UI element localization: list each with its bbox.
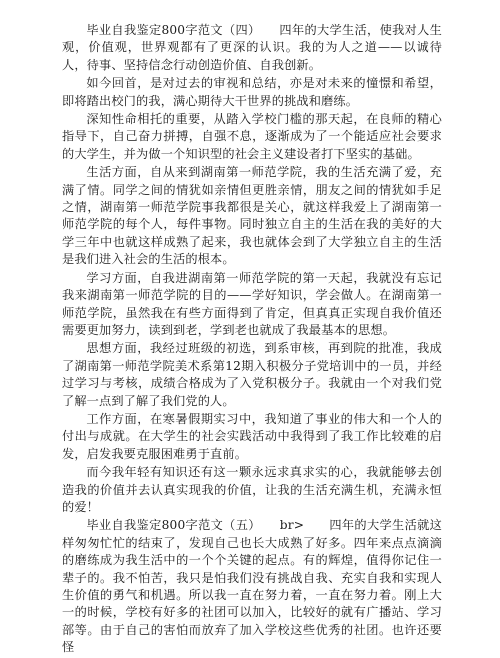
paragraph-retrospect: 如今回首，是对过去的审视和总结，亦是对未来的憧憬和希望，即将踏出校门的我，满心期待大干世界的挑战和磨练。 [62,76,442,108]
document-body [62,22,442,658]
paragraph-section-four-intro: 毕业自我鉴定800字范文（四） 四年的大学生活，使我对人生观，价值观，世界观都有了更深的认识。我的为人之道——以诚待人，待事、坚持信念行动创造价值、自我创新。 [62,23,442,72]
paragraph-section-five-intro: 毕业自我鉴定800字范文（五） br> 四年的大学生活就这样匆匆忙忙的结束了，发现自己也长大成熟了好多。四年来点点滴滴的磨练成为我生活中的一个个关键的起点。有的辉煌，值得你记住一辈子的。我不怕苦，我只是怕我们没有挑战自我、充实自我和实现人生价值的勇气和机遇。所以我一直在努力着，一直在努力着。刚上大一的时候，学校有好多的社团可以加入，比较好的就有广播站、学习部等。由于自己的害怕而放弃了加入学校这些优秀的社团。也许还要怪 [62,518,442,655]
paragraph-responsibility: 深知性命相托的重要，从踏入学校门槛的那天起，在良师的精心指导下，自己奋力拼搏，自强不息，逐渐成为了一个能适应社会要求的大学生，并为做一个知识型的社会主义建设者打下坚实的基础。 [62,112,442,161]
paragraph-work: 工作方面，在寒暑假期实习中，我知道了事业的伟大和一个人的付出与成就。在大学生的社会实践活动中我得到了我工作比较难的启发，启发我要克服困难勇于直前。 [62,411,442,461]
paragraph-life: 生活方面，自从来到湖南第一师范学院，我的生活充满了爱，充满了情。同学之间的情犹如亲情但更胜亲情，朋友之间的情犹如手足之情，湖南第一师范学院事我都很是关心，就这样我爱上了湖南第一师范学院的每个人，每件事物。同时独立自主的生活在我的美好的大学三年中也就这样成熟了起来，我也就体会到了大学独立自主的生活是我们进入社会的生活的根本。 [62,165,442,267]
paragraph-thought: 思想方面，我经过班级的初选，到系审核，再到院的批准，我成了湖南第一师范学院美术系第12期入积极分子党培训中的一员，并经过学习与考核，成绩合格成为了入党积极分子。我就由一个对我们党了解一点到了解了我们党的人。 [62,341,442,408]
paragraph-conclusion: 而今我年轻有知识还有这一颗永远求真求实的心，我就能够去创造我的价值并去认真实现我的价值，让我的生活充满生机，充满永恒的爱！ [62,465,442,514]
paragraph-study: 学习方面，自我进湖南第一师范学院的第一天起，我就没有忘记我来湖南第一师范学院的目的——学好知识，学会做人。在湖南第一师范学院，虽然我在有些方面得到了肯定，但真真正实现自我价值还需要更加努力，读到到老，学到老也就成了我最基本的思想。 [62,270,442,337]
